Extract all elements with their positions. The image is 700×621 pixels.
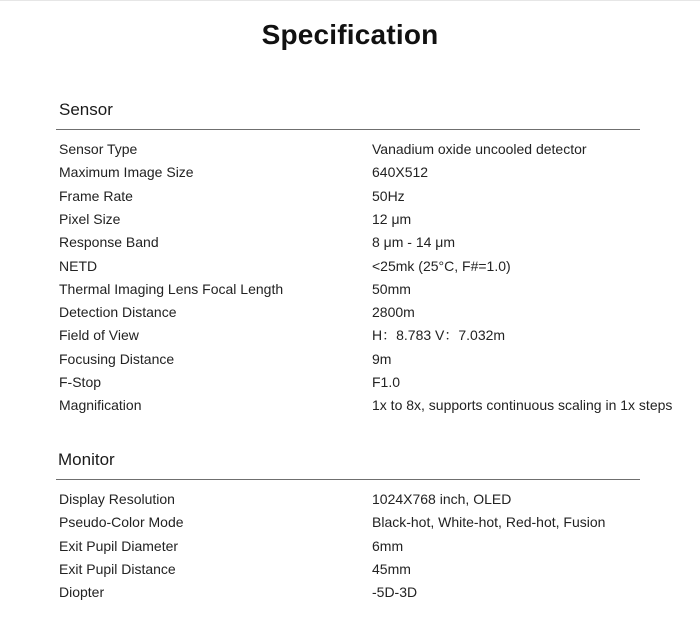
spec-row [0,208,700,231]
spec-label: Pseudo-Color Mode [59,514,184,531]
spec-value: 2800m [372,304,415,321]
spec-label: Pixel Size [59,210,121,227]
spec-value: 45mm [372,560,411,577]
section-divider [56,129,640,130]
section-divider [56,479,640,480]
spec-label: Exit Pupil Distance [59,560,176,577]
spec-label: Thermal Imaging Lens Focal Length [59,280,284,297]
spec-row [0,394,700,417]
spec-label: Field of View [59,327,139,344]
spec-row [0,231,700,254]
spec-value: H：8.783 V：7.032m [372,327,506,344]
section-heading-sensor: Sensor [59,100,113,119]
spec-label: Focusing Distance [59,350,175,367]
spec-label: Maximum Image Size [59,164,194,181]
spec-row [0,161,700,184]
spec-row [0,255,700,278]
spec-value: F1.0 [372,374,401,390]
section-heading-monitor: Monitor [58,450,115,469]
spec-row [0,324,700,347]
spec-row [0,488,700,511]
spec-value: 8 μm - 14 μm [372,234,456,251]
spec-label: Display Resolution [59,491,175,507]
spec-label: Response Band [59,234,159,251]
spec-value: 6mm [372,537,404,554]
spec-row [0,278,700,301]
spec-row [0,371,700,394]
spec-label: Exit Pupil Diameter [59,537,179,554]
spec-label: F-Stop [59,374,102,390]
spec-label: Detection Distance [59,304,177,321]
spec-value: Black-hot, White-hot, Red-hot, Fusion [372,514,606,531]
spec-row [0,138,700,161]
spec-label: Magnification [59,397,142,414]
spec-row [0,185,700,208]
spec-value: 12 μm [372,210,412,227]
spec-value: 1024X768 inch, OLED [372,491,512,507]
spec-row [0,301,700,324]
spec-row [0,558,700,581]
spec-row [0,348,700,371]
spec-value: -5D-3D [372,584,418,601]
spec-label: Diopter [59,584,105,601]
spec-row [0,535,700,558]
spec-value: 9m [372,350,392,367]
spec-value: 640X512 [372,164,429,181]
spec-value: <25mk (25°C, F#=1.0) [372,257,511,274]
spec-label: NETD [59,257,98,274]
spec-value: 50Hz [372,187,405,204]
spec-label: Sensor Type [59,141,138,157]
spec-value: Vanadium oxide uncooled detector [372,141,587,157]
spec-value: 50mm [372,280,411,297]
spec-label: Frame Rate [59,187,133,204]
spec-value: 1x to 8x, supports continuous scaling in 1x steps [372,397,673,414]
top-divider [0,0,700,1]
page-title: Specification [261,19,439,50]
spec-row [0,511,700,534]
spec-row [0,581,700,604]
